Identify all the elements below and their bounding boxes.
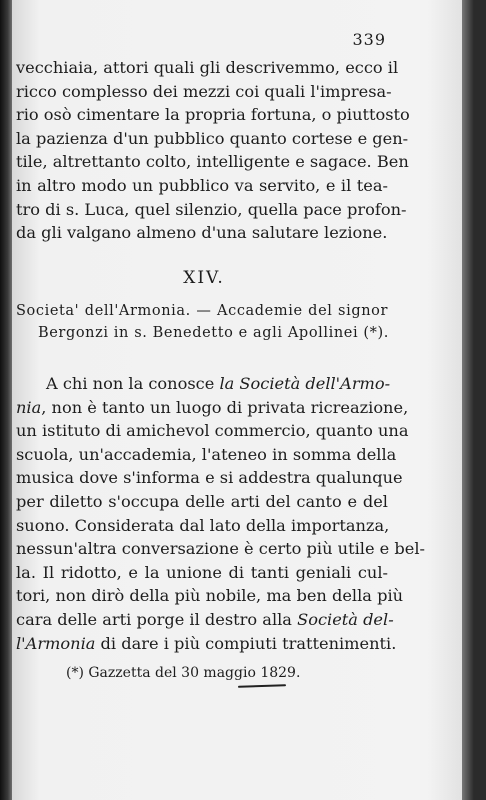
text-line: musica dove s'informa e si addestra qualunque — [16, 468, 403, 488]
text-line: scuola, un'accademia, l'ateneo in somma della — [16, 444, 397, 464]
footnote — [66, 665, 300, 681]
section-numeral: XIV. — [183, 268, 225, 288]
italic-term: nia — [16, 397, 42, 417]
text-line: rio osò cimentare la propria fortuna, o piuttosto — [16, 105, 410, 125]
section-title — [16, 300, 388, 344]
footnote-text: (*) Gazzetta del 30 maggio 1829. — [66, 665, 301, 681]
ink-underline-mark — [238, 684, 286, 688]
italic-term: la Società dell'Armo- — [219, 374, 391, 393]
paragraph-main — [16, 372, 425, 655]
text-line: A chi non la conosce la Società dell'Armo- — [46, 374, 391, 393]
text-line: tro di s. Luca, quel silenzio, quella pace profon- — [16, 199, 407, 219]
text-line: suono. Considerata dal lato della importanza, — [16, 515, 390, 535]
text-line: per diletto s'occupa delle arti del canto e del — [16, 491, 388, 511]
book-page — [12, 0, 474, 800]
section-title-line: Bergonzi in s. Benedetto e agli Apollinei (*). — [38, 325, 389, 341]
paragraph-continuation — [16, 56, 410, 245]
page-number: 339 — [352, 30, 386, 49]
text-line: la. Il ridotto, e la unione di tanti geniali cul- — [16, 562, 388, 582]
text-line: nia, non è tanto un luogo di privata ricreazione, — [16, 397, 409, 417]
text-line: tori, non dirò della più nobile, ma ben della più — [16, 586, 404, 606]
italic-term: Società del- — [297, 609, 394, 629]
text-line: da gli valgano almeno d'una salutare lezione. — [16, 223, 388, 243]
text-line: cara delle arti porge il destro alla Società del- — [16, 609, 394, 629]
text-line: tile, altrettanto colto, intelligente e sagace. Ben — [16, 152, 409, 172]
text-line: un istituto di amichevol commercio, quanto una — [16, 421, 409, 441]
text-line: nessun'altra conversazione è certo più utile e bel- — [16, 539, 425, 559]
text-line: vecchiaia, attori quali gli descrivemmo, ecco il — [16, 58, 399, 77]
section-title-line: Societa' dell'Armonia. — Accademie del signor — [16, 303, 388, 319]
text-line: l'Armonia di dare i più compiuti trattenimenti. — [16, 633, 397, 653]
page-edge — [462, 0, 474, 800]
text-line: in altro modo un pubblico va servito, e il tea- — [16, 175, 388, 195]
italic-term: l'Armonia — [16, 633, 96, 653]
text-line: ricco complesso dei mezzi coi quali l'impresa- — [16, 81, 392, 101]
text-line: la pazienza d'un pubblico quanto cortese e gen- — [16, 128, 409, 148]
